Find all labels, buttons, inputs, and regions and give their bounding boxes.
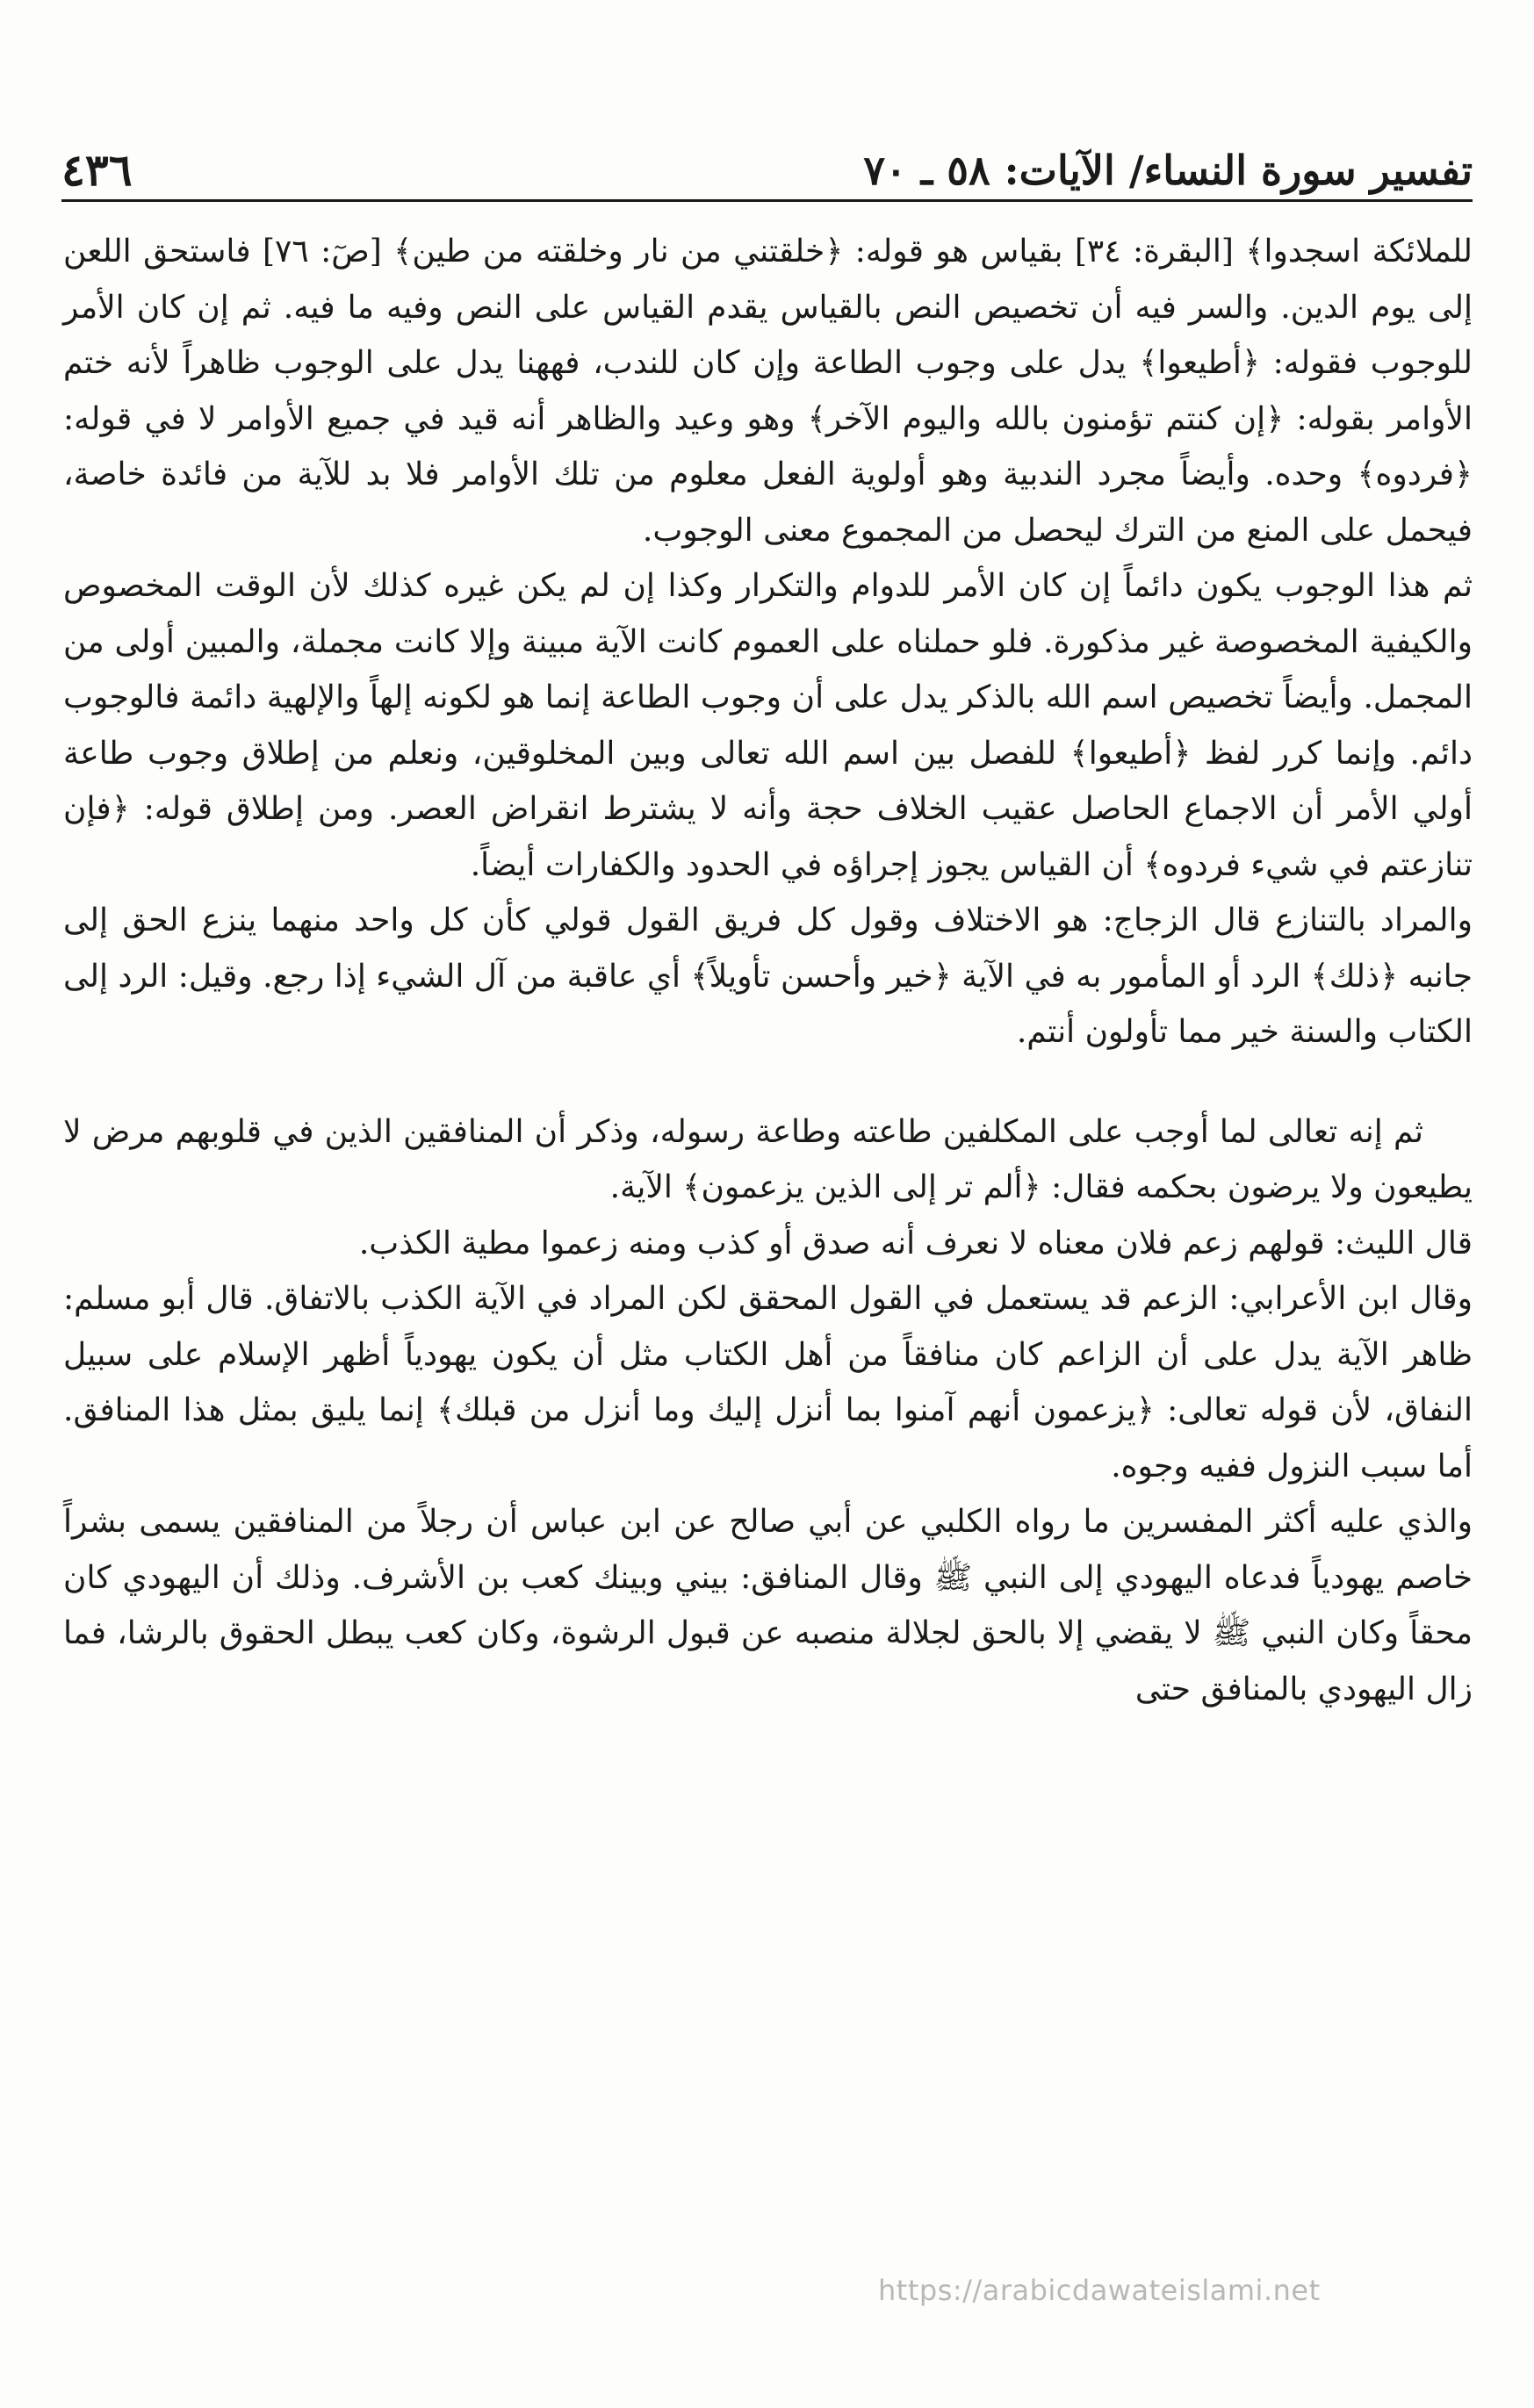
page-number: ٤٣٦: [61, 144, 133, 196]
paragraph: وقال ابن الأعرابي: الزعم قد يستعمل في القول المحقق لكن المراد في الآية الكذب بالاتفاق. قال أبو مسلم: ظاهر الآية يدل على أن الزاعم كان منافقاً من أهل الكتاب مثل أن يكون يهودياً أظهر الإسلام على سبيل النفاق، لأن قوله تعالى: ﴿يزعمون أنهم آمنوا بما أنزل إليك وما أنزل من قبلك﴾ إنما يليق بمثل هذا المنافق. أما سبب النزول ففيه وجوه.: [63, 1281, 1473, 1484]
running-title: تفسير سورة النساء/ الآيات: ٥٨ ـ ٧٠: [863, 146, 1473, 194]
section-gap: [63, 1060, 1473, 1104]
paragraph: والمراد بالتنازع قال الزجاج: هو الاختلاف وقول كل فريق القول قولي كأن كل واحد منهما ينزع الحق إلى جانبه ﴿ذلك﴾ الرد أو المأمور به في الآية ﴿خير وأحسن تأويلاً﴾ أي عاقبة من آل الشيء إذا رجع. وقيل: الرد إلى الكتاب والسنة خير مما تأولون أنتم.: [63, 902, 1473, 1050]
paragraph: قال الليث: قولهم زعم فلان معناه لا نعرف أنه صدق أو كذب ومنه زعموا مطية الكذب.: [358, 1225, 1473, 1262]
watermark: https://arabicdawateislami.net: [878, 2274, 1321, 2307]
page-header: [61, 140, 1473, 202]
body-text: [63, 224, 1473, 1717]
paragraph: والذي عليه أكثر المفسرين ما رواه الكلبي عن أبي صالح عن ابن عباس أن رجلاً من المنافقين يسمى بشراً خاصم يهودياً فدعاه اليهودي إلى النبي ﷺ وقال المنافق: بيني وبينك كعب بن الأشرف. وذلك أن اليهودي كان محقاً وكان النبي ﷺ لا يقضي إلا بالحق لجلالة منصبه عن قبول الرشوة، وكان كعب يبطل الحقوق بالرشا، فما زال اليهودي بالمنافق حتى: [63, 1504, 1473, 1707]
paragraph: للملائكة اسجدوا﴾ [البقرة: ٣٤] بقياس هو قوله: ﴿خلقتني من نار وخلقته من طين﴾ [صٓ: ٧٦] فاستحق اللعن إلى يوم الدين. والسر فيه أن تخصيص النص بالقياس يقدم القياس على النص وفيه ما فيه. ثم إن كان الأمر للوجوب فقوله: ﴿أطيعوا﴾ يدل على وجوب الطاعة وإن كان للندب، فههنا يدل على الوجوب ظاهراً لأنه ختم الأوامر بقوله: ﴿إن كنتم تؤمنون بالله واليوم الآخر﴾ وهو وعيد والظاهر أنه قيد في جميع الأوامر لا في قوله: ﴿فردوه﴾ وحده. وأيضاً مجرد الندبية وهو أولوية الفعل معلوم من تلك الأوامر فلا بد للآية من فائدة خاصة، فيحمل على المنع من الترك ليحصل من المجموع معنى الوجوب.: [63, 234, 1473, 549]
paragraph: ثم هذا الوجوب يكون دائماً إن كان الأمر للدوام والتكرار وكذا إن لم يكن غيره كذلك لأن الوقت المخصوص والكيفية المخصوصة غير مذكورة. فلو حملناه على العموم كانت الآية مبينة وإلا كانت مجملة، والمبين أولى من المجمل. وأيضاً تخصيص اسم الله بالذكر يدل على أن وجوب الطاعة إنما هو لكونه إلهاً والإلهية دائمة فالوجوب دائم. وإنما كرر لفظ ﴿أطيعوا﴾ للفصل بين اسم الله تعالى وبين المخلوقين، ونعلم من إطلاق وجوب طاعة أولي الأمر أن الاجماع الحاصل عقيب الخلاف حجة وأنه لا يشترط انقراض العصر. ومن إطلاق قوله: ﴿فإن تنازعتم في شيء فردوه﴾ أن القياس يجوز إجراؤه في الحدود والكفارات أيضاً.: [63, 568, 1473, 883]
paragraph: ثم إنه تعالى لما أوجب على المكلفين طاعته وطاعة رسوله، وذكر أن المنافقين الذين في قلوبهم مرض لا يطيعون ولا يرضون بحكمه فقال: ﴿ألم تر إلى الذين يزعمون﴾ الآية.: [63, 1113, 1473, 1205]
